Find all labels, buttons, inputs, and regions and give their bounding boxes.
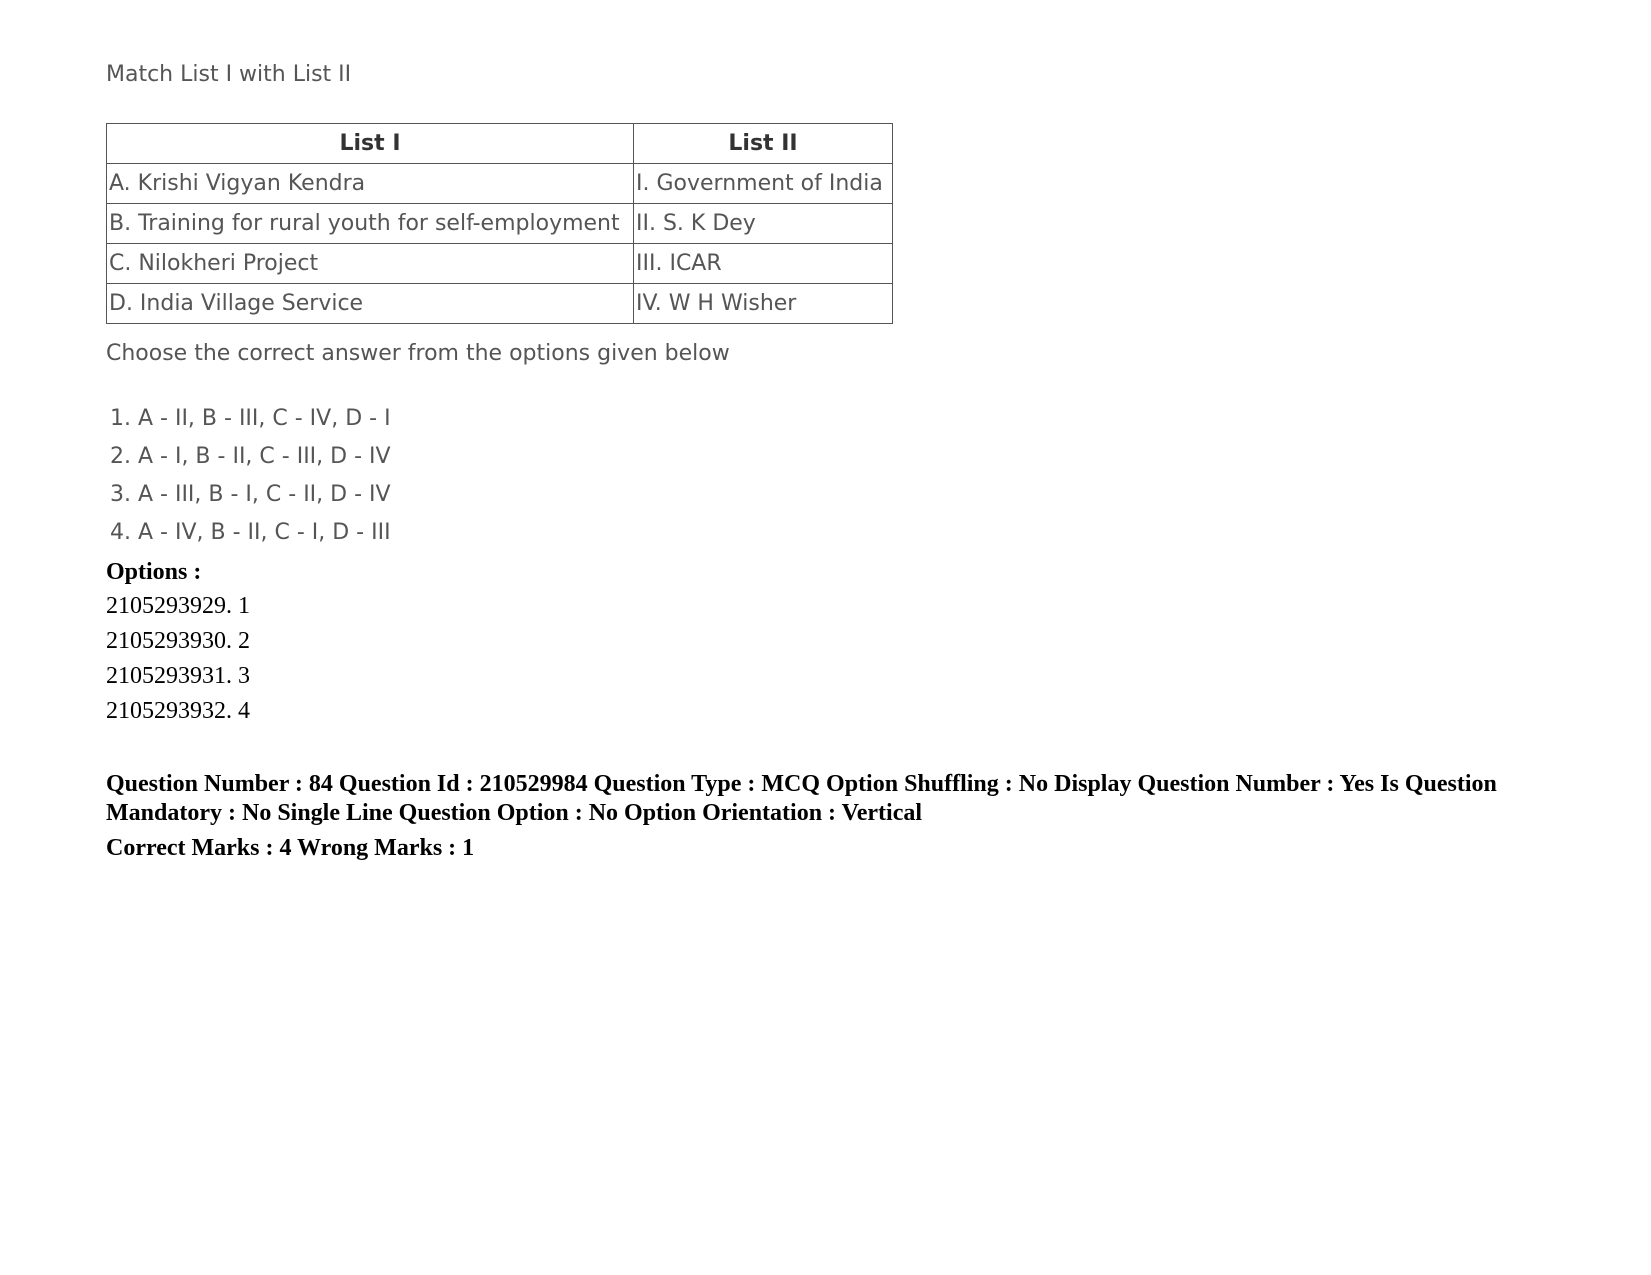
list-ii-cell: IV. W H Wisher xyxy=(634,284,893,324)
list-ii-header: List II xyxy=(634,124,893,164)
instruction-text: Choose the correct answer from the options given below xyxy=(106,341,730,366)
list-i-cell: B. Training for rural youth for self-employment xyxy=(107,204,634,244)
question-title: Match List I with List II xyxy=(106,62,352,87)
option-item: 2105293930. 2 xyxy=(106,628,250,654)
table-row xyxy=(107,204,893,244)
option-item: 2105293929. 1 xyxy=(106,593,250,619)
match-table xyxy=(106,123,893,324)
option-item: 2105293931. 3 xyxy=(106,663,250,689)
list-ii-cell: III. ICAR xyxy=(634,244,893,284)
table-row xyxy=(107,244,893,284)
answer-choice: 3. A - III, B - I, C - II, D - IV xyxy=(110,482,391,507)
options-block xyxy=(106,555,250,729)
table-row xyxy=(107,284,893,324)
options-heading: Options : xyxy=(106,559,202,585)
answer-choices-list xyxy=(110,400,391,552)
option-item: 2105293932. 4 xyxy=(106,698,250,724)
list-i-cell: C. Nilokheri Project xyxy=(107,244,634,284)
table-row xyxy=(107,164,893,204)
marks-info: Correct Marks : 4 Wrong Marks : 1 xyxy=(106,835,475,861)
list-i-header: List I xyxy=(107,124,634,164)
list-ii-cell: II. S. K Dey xyxy=(634,204,893,244)
answer-choice: 4. A - IV, B - II, C - I, D - III xyxy=(110,520,391,545)
list-ii-cell: I. Government of India xyxy=(634,164,893,204)
list-i-cell: A. Krishi Vigyan Kendra xyxy=(107,164,634,204)
question-metadata: Question Number : 84 Question Id : 210529984 Question Type : MCQ Option Shuffling : No Display Question Number : Yes Is Question Mandatory : No Single Line Question Option : No Option Orientation : Vertical xyxy=(106,771,1497,826)
answer-choice: 1. A - II, B - III, C - IV, D - I xyxy=(110,406,391,431)
table-header-row xyxy=(107,124,893,164)
answer-choice: 2. A - I, B - II, C - III, D - IV xyxy=(110,444,391,469)
list-i-cell: D. India Village Service xyxy=(107,284,634,324)
